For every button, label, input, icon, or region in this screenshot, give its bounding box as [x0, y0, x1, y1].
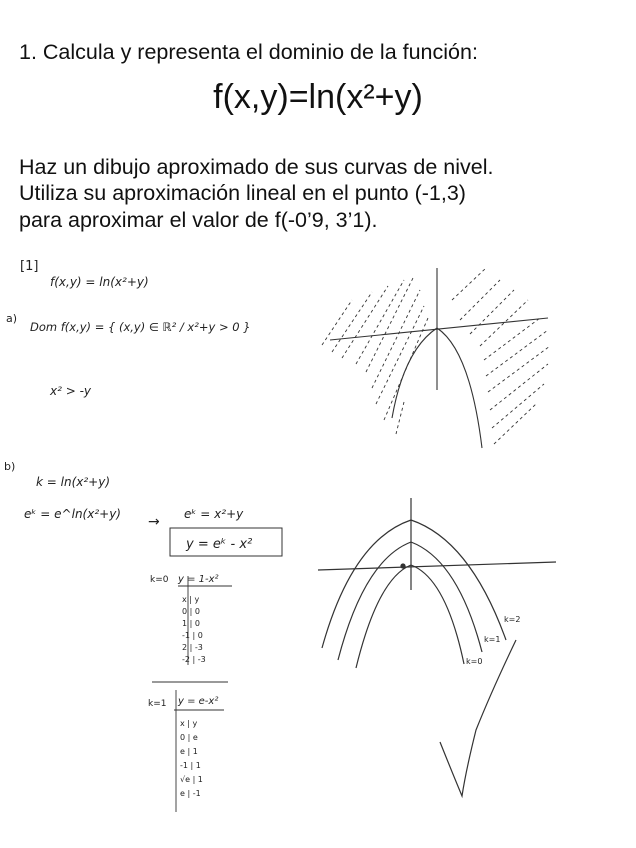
problem-statement: 1. Calcula y representa el dominio de la función: — [19, 40, 478, 64]
hw-k1-row: √e | 1 — [180, 775, 203, 784]
hw-exp-equation: eᵏ = e^ln(x²+y) — [24, 507, 121, 521]
hw-k1-row: e | 1 — [180, 747, 198, 756]
level-curve-k2 — [322, 520, 506, 648]
domain-hatching — [322, 268, 550, 444]
hw-k0-row: 1 | 0 — [182, 619, 200, 628]
hw-k0-row: x | y — [182, 595, 200, 604]
level-curve-k1 — [338, 542, 482, 660]
hw-curve-label-k0: k=0 — [466, 657, 483, 666]
hw-domain-definition: Dom f(x,y) = { (x,y) ∈ ℝ² / x²+y > 0 } — [30, 320, 251, 334]
instruction-line-2: Utiliza su aproximación lineal en el punto (-1,3) — [19, 181, 466, 206]
hw-boxed-equation: y = eᵏ - x² — [186, 537, 253, 552]
instruction-line-1: Haz un dibujo aproximado de sus curvas de nivel. — [19, 155, 494, 179]
hw-part-label: [1] — [20, 259, 39, 274]
hw-k0-row: -2 | -3 — [182, 655, 206, 664]
hw-k1-header: y = e-x² — [178, 696, 219, 707]
hw-k1-row: 0 | e — [180, 733, 198, 742]
hw-k0-label: k=0 — [150, 575, 169, 585]
hw-k0-header: y = 1-x² — [178, 574, 219, 585]
hw-b-label: b) — [4, 460, 16, 473]
hw-k0-row: -1 | 0 — [182, 631, 203, 640]
level-x-axis — [318, 562, 556, 570]
hw-k1-row: e | -1 — [180, 789, 201, 798]
hw-k0-row: 0 | 0 — [182, 607, 200, 616]
hw-curve-label-k1: k=1 — [484, 635, 501, 644]
hw-k0-row: 2 | -3 — [182, 643, 203, 652]
hw-level-equation: k = ln(x²+y) — [36, 475, 111, 489]
hw-k1-label: k=1 — [148, 699, 167, 709]
hw-a-label: a) — [6, 312, 18, 325]
hw-curve-label-k2: k=2 — [504, 615, 521, 624]
function-formula: f(x,y)=ln(x²+y) — [213, 78, 423, 116]
hw-function-line: f(x,y) = ln(x²+y) — [50, 275, 149, 289]
level-point — [401, 564, 405, 568]
hw-k1-row: -1 | 1 — [180, 761, 201, 770]
hw-arrow: → — [148, 514, 160, 530]
level-curve-k0 — [356, 565, 464, 668]
hw-domain-inequality: x² > -y — [50, 384, 92, 398]
instruction-line-3: para aproximar el valor de f(-0’9, 3’1). — [19, 207, 378, 232]
level-curves-sketch — [318, 498, 556, 796]
hw-result-equation: eᵏ = x²+y — [184, 507, 244, 521]
domain-sketch — [322, 268, 550, 448]
hw-k1-row: x | y — [180, 719, 198, 728]
